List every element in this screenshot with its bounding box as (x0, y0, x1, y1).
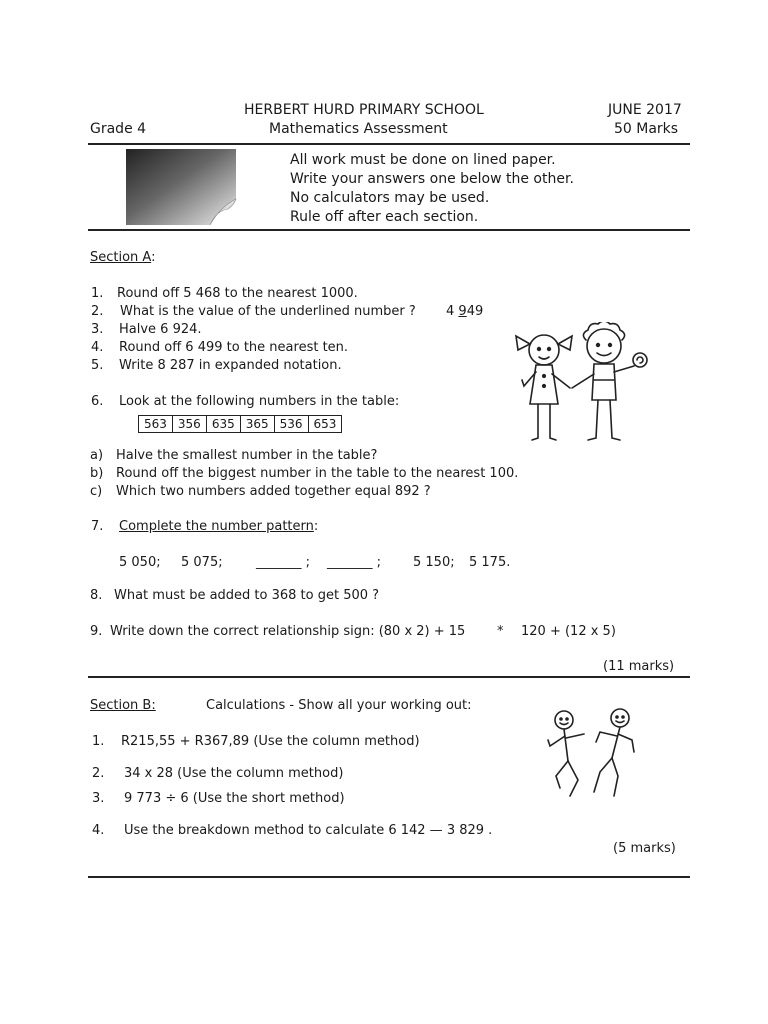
q3-text: Halve 6 924. (119, 322, 202, 337)
q1-number: 1. (91, 286, 104, 301)
pattern-term: 5 175. (469, 555, 511, 570)
exam-date: JUNE 2017 (608, 102, 682, 118)
table-cell: 563 (139, 416, 173, 433)
section-a-colon: : (151, 250, 156, 265)
q2-number-post: 49 (466, 304, 484, 319)
numbers-table (138, 415, 342, 433)
section-b-marks: (5 marks) (613, 841, 676, 856)
instruction-3: No calculators may be used. (290, 190, 490, 206)
q2-number-underlined: 9 (458, 304, 467, 319)
section-b-title: Section B: (90, 698, 156, 713)
table-row (139, 416, 342, 433)
q5-text: Write 8 287 in expanded notation. (119, 358, 342, 373)
q6-text: Look at the following numbers in the table: (119, 394, 400, 409)
q5-number: 5. (91, 358, 104, 373)
dancing-stick-figures (544, 706, 640, 802)
girls-illustration (508, 322, 658, 444)
q7-text: Complete the number pattern (119, 519, 314, 534)
q4-text: Round off 6 499 to the nearest ten. (119, 340, 349, 355)
b-q2-number: 2. (92, 766, 105, 781)
table-cell: 356 (172, 416, 206, 433)
table-cell: 536 (274, 416, 308, 433)
b-q3-number: 3. (92, 791, 105, 806)
instruction-2: Write your answers one below the other. (290, 171, 574, 187)
table-cell: 635 (206, 416, 240, 433)
q6c-text: Which two numbers added together equal 892 ? (116, 484, 431, 499)
q8-number: 8. (90, 588, 103, 603)
b-q2-text: 34 x 28 (Use the column method) (124, 766, 344, 781)
section-b-rule (88, 876, 690, 878)
instruction-4: Rule off after each section. (290, 209, 479, 225)
pattern-blank: _______ ; (256, 555, 311, 570)
q2-target-number (446, 304, 483, 319)
q4-number: 4. (91, 340, 104, 355)
table-cell: 653 (308, 416, 342, 433)
q9-number: 9. (90, 624, 103, 639)
page-curl-image (124, 147, 238, 227)
q2-number: 2. (91, 304, 104, 319)
section-a-rule (88, 676, 690, 678)
q6b-text: Round off the biggest number in the table to the nearest 100. (116, 466, 519, 481)
pattern-blank: _______ ; (327, 555, 382, 570)
instructions-rule (88, 229, 690, 231)
instruction-1: All work must be done on lined paper. (290, 152, 556, 168)
q2-text: What is the value of the underlined number ? (120, 304, 416, 319)
total-marks: 50 Marks (614, 121, 679, 137)
q9-star: * (497, 624, 504, 639)
q6a-text: Halve the smallest number in the table? (116, 448, 378, 463)
q7-number: 7. (91, 519, 104, 534)
grade-label: Grade 4 (90, 121, 147, 137)
section-a-title: Section A (90, 250, 152, 265)
section-b-heading: Calculations - Show all your working out: (206, 698, 472, 713)
q7-colon: : (313, 519, 319, 534)
table-cell: 365 (240, 416, 274, 433)
subject-title: Mathematics Assessment (269, 121, 448, 137)
school-name: HERBERT HURD PRIMARY SCHOOL (244, 102, 484, 118)
b-q4-number: 4. (92, 823, 105, 838)
q6b-label: b) (90, 466, 104, 481)
pattern-term: 5 050; (119, 555, 161, 570)
b-q1-text: R215,55 + R367,89 (Use the column method) (121, 734, 420, 749)
q9-text: Write down the correct relationship sign: (80 x 2) + 15 (110, 624, 466, 639)
pattern-term: 5 150; (413, 555, 455, 570)
q7-heading (119, 519, 318, 534)
header-rule (88, 143, 690, 145)
q9-rhs: 120 + (12 x 5) (521, 624, 616, 639)
q6c-label: c) (90, 484, 103, 499)
section-a-heading (90, 250, 156, 265)
section-a-marks: (11 marks) (603, 659, 675, 674)
pattern-term: 5 075; (181, 555, 223, 570)
b-q3-text: 9 773 ÷ 6 (Use the short method) (124, 791, 345, 806)
q1-text: Round off 5 468 to the nearest 1000. (117, 286, 358, 301)
q3-number: 3. (91, 322, 104, 337)
q6-number: 6. (91, 394, 104, 409)
q6a-label: a) (90, 448, 104, 463)
q8-text: What must be added to 368 to get 500 ? (114, 588, 380, 603)
b-q1-number: 1. (92, 734, 105, 749)
q2-number-pre: 4 (446, 304, 459, 319)
b-q4-text: Use the breakdown method to calculate 6 142 — 3 829 . (124, 823, 493, 838)
